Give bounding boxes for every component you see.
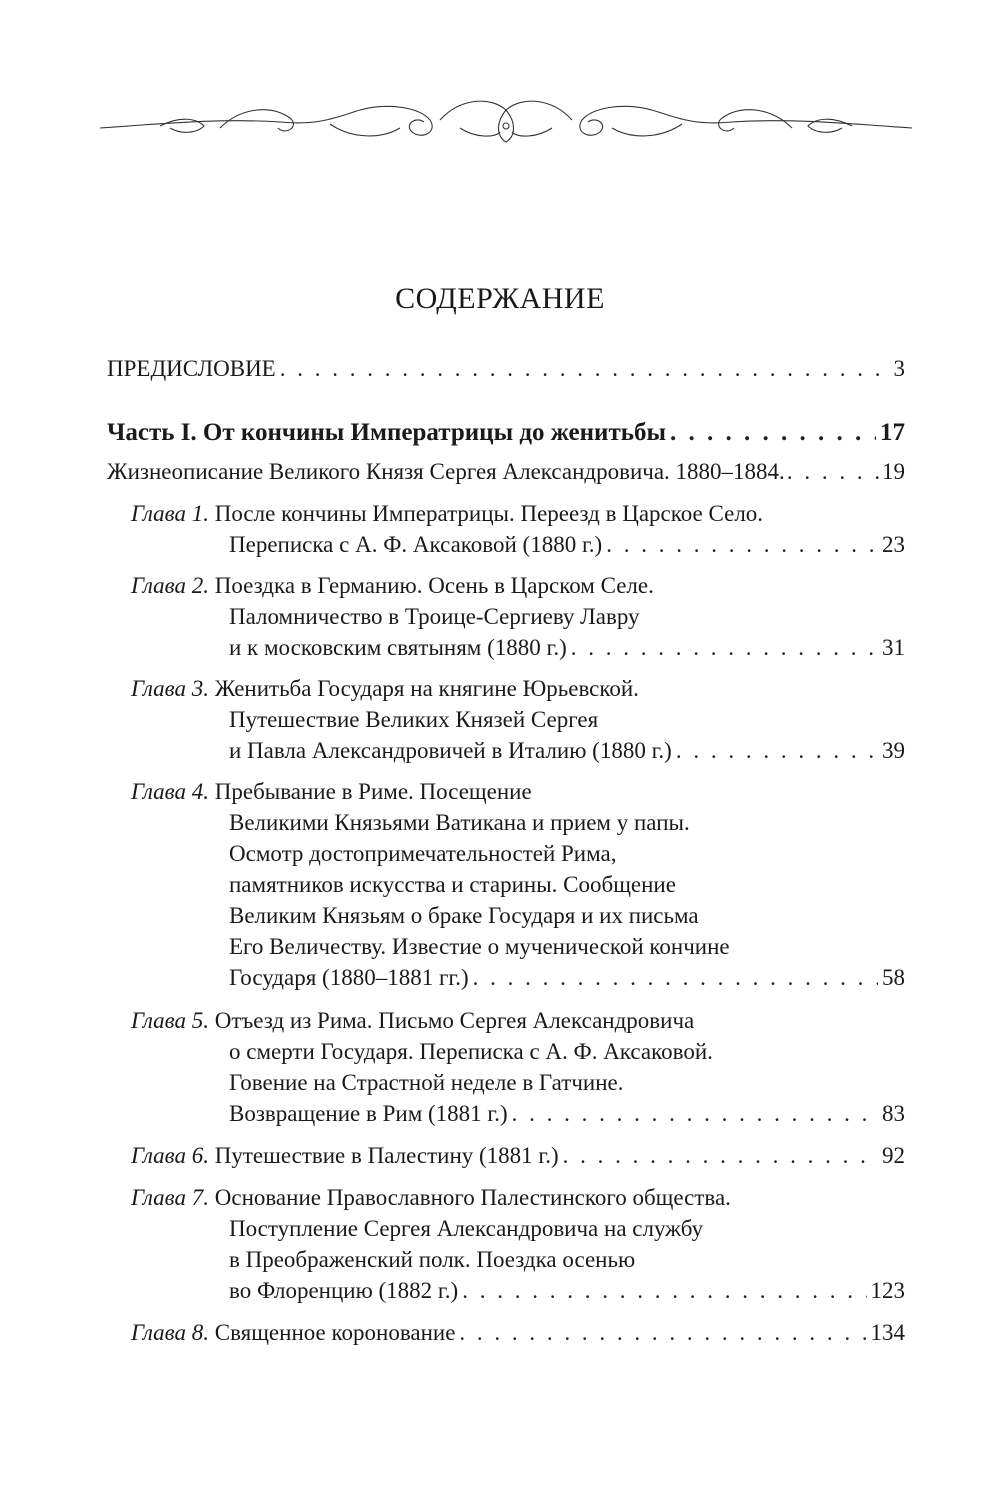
toc-entry-part-1 bbox=[107, 416, 905, 450]
dot-leader bbox=[563, 1140, 878, 1171]
chapter-title-line: Осмотр достопримечательностей Рима, bbox=[229, 841, 617, 866]
chapter-title-line: памятников искусства и старины. Сообщение bbox=[229, 872, 676, 897]
toc-page-number: 83 bbox=[882, 1101, 905, 1126]
toc-page-number: 58 bbox=[882, 965, 905, 990]
toc-page-number: 17 bbox=[880, 419, 905, 446]
chapter-label: Глава 6. bbox=[131, 1143, 209, 1168]
chapter-title-line: Возвращение в Рим (1881 г.) bbox=[229, 1101, 508, 1126]
chapter-title-line: Великим Князьям о браке Государя и их письма bbox=[229, 903, 699, 928]
toc-entry-label: Жизнеописание Великого Князя Сергея Александровича. 1880–1884. bbox=[107, 459, 785, 484]
chapter-title-line: Женитьба Государя на княгине Юрьевской. bbox=[214, 676, 639, 701]
toc-entry-chapter-1 bbox=[131, 498, 905, 560]
toc-entry-chapter-8 bbox=[131, 1317, 905, 1348]
chapter-title-line: Государя (1880–1881 гг.) bbox=[229, 965, 469, 990]
chapter-label: Глава 8. bbox=[131, 1320, 209, 1345]
chapter-label: Глава 3. bbox=[131, 676, 209, 701]
chapter-label: Глава 2. bbox=[131, 573, 209, 598]
dot-leader bbox=[571, 632, 878, 663]
toc-entry-chapter-4 bbox=[131, 776, 905, 993]
toc-page-number: 19 bbox=[882, 459, 905, 484]
chapter-title-line: и Павла Александровичей в Италию (1880 г.) bbox=[229, 738, 672, 763]
toc-page-number: 134 bbox=[870, 1320, 905, 1345]
dot-leader bbox=[512, 1098, 878, 1129]
toc-entry-preface bbox=[107, 353, 905, 384]
chapter-title-line: Переписка с А. Ф. Аксаковой (1880 г.) bbox=[229, 532, 603, 557]
ornamental-header-icon bbox=[100, 88, 912, 150]
toc-entry-chapter-3 bbox=[131, 673, 905, 766]
toc-entry-chapter-2 bbox=[131, 570, 905, 663]
toc-entry-chapter-6 bbox=[131, 1140, 905, 1171]
toc-page-number: 39 bbox=[882, 738, 905, 763]
toc-page-number: 3 bbox=[893, 356, 905, 381]
page-title: СОДЕРЖАНИЕ bbox=[395, 282, 605, 315]
toc-entry-label: Часть I. От кончины Императрицы до женитьбы bbox=[107, 419, 666, 446]
toc-entry-chapter-5 bbox=[131, 1005, 905, 1129]
chapter-title-line: Поездка в Германию. Осень в Царском Селе. bbox=[214, 573, 654, 598]
chapter-title-line: Пребывание в Риме. Посещение bbox=[214, 779, 532, 804]
chapter-title-line: Великими Князьями Ватикана и прием у папы. bbox=[229, 810, 690, 835]
chapter-title-line: в Преображенский полк. Поездка осенью bbox=[229, 1247, 636, 1272]
dot-leader bbox=[676, 735, 878, 766]
toc-page-number: 23 bbox=[882, 532, 905, 557]
chapter-title-line: Паломничество в Троице-Сергиеву Лавру bbox=[229, 604, 640, 629]
chapter-label: Глава 4. bbox=[131, 779, 209, 804]
chapter-title-line: Поступление Сергея Александровича на службу bbox=[229, 1216, 704, 1241]
dot-leader bbox=[462, 1275, 866, 1306]
chapter-label: Глава 5. bbox=[131, 1008, 209, 1033]
toc-page-number: 123 bbox=[870, 1278, 905, 1303]
toc-entry-chapter-7 bbox=[131, 1182, 905, 1306]
toc-entry-label: ПРЕДИСЛОВИЕ bbox=[107, 356, 276, 381]
chapter-title-line: Священное коронование bbox=[214, 1320, 456, 1345]
dot-leader bbox=[787, 456, 880, 487]
dot-leader bbox=[606, 529, 878, 560]
chapter-title-line: После кончины Императрицы. Переезд в Царское Село. bbox=[214, 501, 764, 526]
chapter-title-line: Отъезд из Рима. Письмо Сергея Александровича bbox=[214, 1008, 695, 1033]
toc-entry-biography bbox=[107, 456, 905, 487]
toc-page-number: 31 bbox=[882, 635, 905, 660]
chapter-title-line: и к московским святыням (1880 г.) bbox=[229, 635, 567, 660]
chapter-title-line: Говение на Страстной неделе в Гатчине. bbox=[229, 1070, 624, 1095]
dot-leader bbox=[280, 353, 890, 384]
chapter-title-line: Путешествие в Палестину (1881 г.) bbox=[214, 1143, 559, 1168]
chapter-title-line: Путешествие Великих Князей Сергея bbox=[229, 707, 599, 732]
chapter-label: Глава 7. bbox=[131, 1185, 209, 1210]
chapter-title-line: Основание Православного Палестинского общества. bbox=[214, 1185, 731, 1210]
chapter-title-line: во Флоренцию (1882 г.) bbox=[229, 1278, 459, 1303]
chapter-label: Глава 1. bbox=[131, 501, 209, 526]
chapter-title-line: о смерти Государя. Переписка с А. Ф. Аксаковой. bbox=[229, 1039, 713, 1064]
chapter-title-line: Его Величеству. Известие о мученической кончине bbox=[229, 934, 730, 959]
dot-leader bbox=[459, 1317, 866, 1348]
dot-leader bbox=[473, 962, 878, 993]
dot-leader bbox=[670, 416, 876, 450]
toc-page-number: 92 bbox=[882, 1143, 905, 1168]
